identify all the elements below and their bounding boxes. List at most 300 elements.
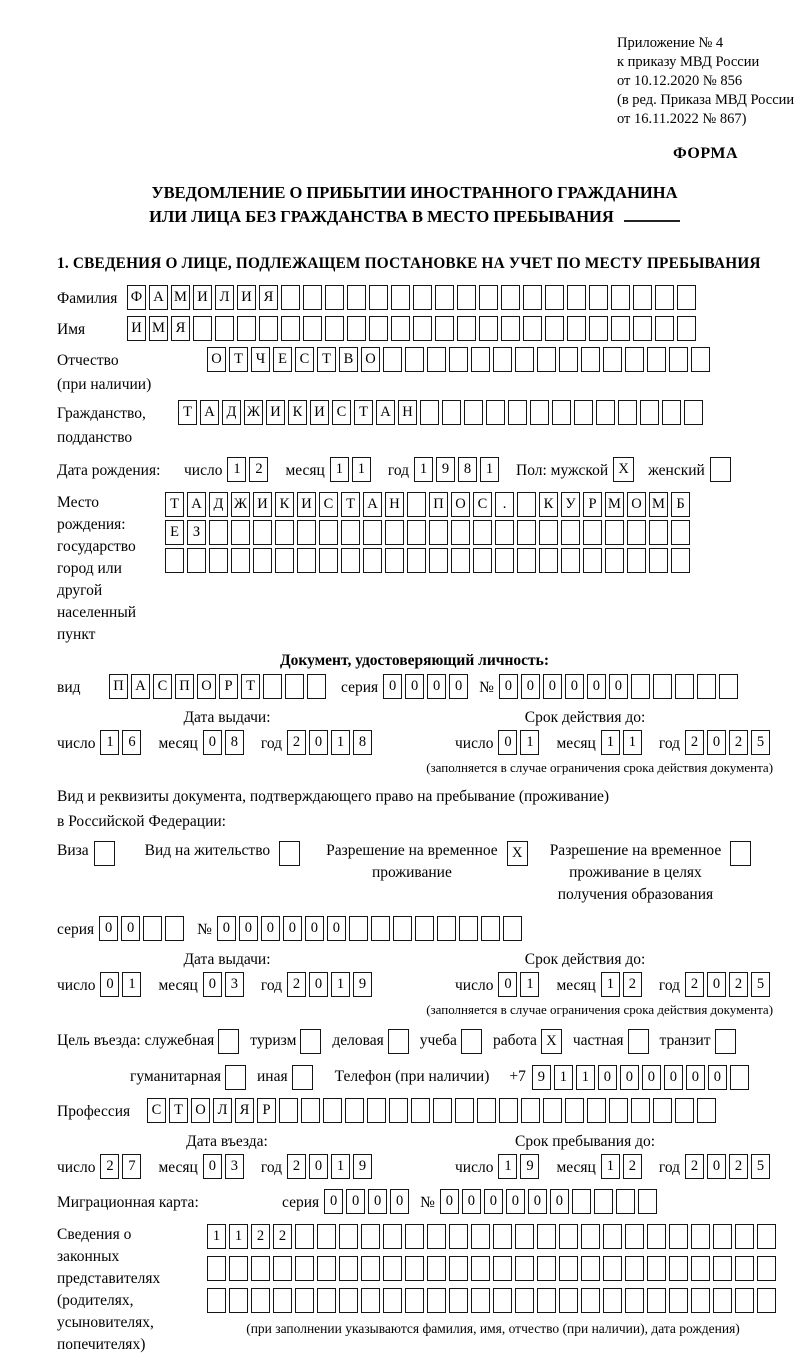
char-cell[interactable]: 1 xyxy=(207,1224,226,1249)
char-cell[interactable] xyxy=(719,674,738,699)
char-cell[interactable] xyxy=(493,1288,512,1313)
char-cell[interactable]: Ж xyxy=(244,400,263,425)
char-cell[interactable] xyxy=(493,347,512,372)
purpose-study-checkbox[interactable] xyxy=(461,1029,482,1054)
char-cell[interactable]: 1 xyxy=(576,1065,595,1090)
char-cell[interactable] xyxy=(317,1288,336,1313)
char-cell[interactable]: П xyxy=(109,674,128,699)
char-cell[interactable] xyxy=(385,520,404,545)
char-cell[interactable]: 0 xyxy=(324,1189,343,1214)
char-cell[interactable] xyxy=(393,916,412,941)
char-cell[interactable] xyxy=(574,400,593,425)
char-cell[interactable] xyxy=(383,1256,402,1281)
char-cell[interactable]: Т xyxy=(165,492,184,517)
char-cell[interactable]: 9 xyxy=(532,1065,551,1090)
char-cell[interactable] xyxy=(263,674,282,699)
sex-female-checkbox[interactable] xyxy=(710,457,731,482)
char-cell[interactable] xyxy=(442,400,461,425)
char-cell[interactable] xyxy=(413,285,432,310)
char-cell[interactable] xyxy=(433,1098,452,1123)
char-cell[interactable] xyxy=(545,285,564,310)
purpose-other-checkbox[interactable] xyxy=(292,1065,313,1090)
char-cell[interactable] xyxy=(669,1224,688,1249)
char-cell[interactable] xyxy=(229,1288,248,1313)
char-cell[interactable] xyxy=(616,1189,635,1214)
char-cell[interactable]: 3 xyxy=(225,1154,244,1179)
char-cell[interactable] xyxy=(429,548,448,573)
char-cell[interactable] xyxy=(427,347,446,372)
char-cell[interactable] xyxy=(473,520,492,545)
char-cell[interactable] xyxy=(581,347,600,372)
char-cell[interactable]: 2 xyxy=(729,730,748,755)
char-cell[interactable] xyxy=(215,316,234,341)
char-cell[interactable]: 0 xyxy=(506,1189,525,1214)
char-cell[interactable] xyxy=(757,1224,776,1249)
char-cell[interactable] xyxy=(207,1288,226,1313)
char-cell[interactable]: 0 xyxy=(440,1189,459,1214)
char-cell[interactable] xyxy=(407,492,426,517)
char-cell[interactable] xyxy=(675,1098,694,1123)
char-cell[interactable] xyxy=(567,316,586,341)
char-cell[interactable] xyxy=(279,1098,298,1123)
char-cell[interactable] xyxy=(273,1256,292,1281)
char-cell[interactable]: 2 xyxy=(729,972,748,997)
char-cell[interactable]: 0 xyxy=(462,1189,481,1214)
char-cell[interactable] xyxy=(295,1288,314,1313)
char-cell[interactable]: 0 xyxy=(383,674,402,699)
char-cell[interactable] xyxy=(647,1256,666,1281)
char-cell[interactable] xyxy=(713,1256,732,1281)
char-cell[interactable]: 0 xyxy=(499,674,518,699)
char-cell[interactable] xyxy=(391,285,410,310)
char-cell[interactable]: А xyxy=(131,674,150,699)
char-cell[interactable]: 0 xyxy=(587,674,606,699)
char-cell[interactable]: П xyxy=(175,674,194,699)
char-cell[interactable] xyxy=(415,916,434,941)
char-cell[interactable] xyxy=(625,1224,644,1249)
char-cell[interactable]: В xyxy=(339,347,358,372)
char-cell[interactable]: У xyxy=(561,492,580,517)
char-cell[interactable] xyxy=(405,1224,424,1249)
char-cell[interactable] xyxy=(207,1256,226,1281)
char-cell[interactable] xyxy=(339,1256,358,1281)
purpose-tourism-checkbox[interactable] xyxy=(300,1029,321,1054)
char-cell[interactable] xyxy=(275,520,294,545)
char-cell[interactable]: 0 xyxy=(707,730,726,755)
char-cell[interactable] xyxy=(545,316,564,341)
char-cell[interactable] xyxy=(677,285,696,310)
char-cell[interactable] xyxy=(730,1065,749,1090)
char-cell[interactable]: 0 xyxy=(99,916,118,941)
char-cell[interactable] xyxy=(253,520,272,545)
char-cell[interactable] xyxy=(451,520,470,545)
char-cell[interactable]: 0 xyxy=(368,1189,387,1214)
char-cell[interactable] xyxy=(347,285,366,310)
char-cell[interactable] xyxy=(479,316,498,341)
char-cell[interactable] xyxy=(669,1256,688,1281)
char-cell[interactable]: Ч xyxy=(251,347,270,372)
char-cell[interactable]: О xyxy=(191,1098,210,1123)
char-cell[interactable]: С xyxy=(295,347,314,372)
char-cell[interactable]: 8 xyxy=(225,730,244,755)
char-cell[interactable] xyxy=(369,316,388,341)
char-cell[interactable] xyxy=(537,1288,556,1313)
char-cell[interactable]: 2 xyxy=(729,1154,748,1179)
char-cell[interactable] xyxy=(457,285,476,310)
char-cell[interactable] xyxy=(653,1098,672,1123)
char-cell[interactable] xyxy=(572,1189,591,1214)
char-cell[interactable] xyxy=(611,316,630,341)
char-cell[interactable]: К xyxy=(288,400,307,425)
char-cell[interactable]: Л xyxy=(213,1098,232,1123)
char-cell[interactable] xyxy=(649,520,668,545)
char-cell[interactable]: 8 xyxy=(458,457,477,482)
char-cell[interactable] xyxy=(589,285,608,310)
char-cell[interactable]: Ф xyxy=(127,285,146,310)
char-cell[interactable] xyxy=(275,548,294,573)
char-cell[interactable]: К xyxy=(539,492,558,517)
char-cell[interactable] xyxy=(561,548,580,573)
char-cell[interactable]: 0 xyxy=(327,916,346,941)
char-cell[interactable] xyxy=(285,674,304,699)
char-cell[interactable]: 9 xyxy=(353,1154,372,1179)
char-cell[interactable] xyxy=(297,520,316,545)
char-cell[interactable] xyxy=(603,1288,622,1313)
char-cell[interactable] xyxy=(537,347,556,372)
char-cell[interactable]: 1 xyxy=(623,730,642,755)
char-cell[interactable] xyxy=(605,520,624,545)
char-cell[interactable] xyxy=(521,1098,540,1123)
char-cell[interactable] xyxy=(559,1256,578,1281)
char-cell[interactable] xyxy=(671,548,690,573)
char-cell[interactable] xyxy=(165,548,184,573)
char-cell[interactable] xyxy=(605,548,624,573)
char-cell[interactable]: 0 xyxy=(405,674,424,699)
char-cell[interactable]: Н xyxy=(385,492,404,517)
char-cell[interactable]: 5 xyxy=(751,972,770,997)
char-cell[interactable] xyxy=(640,400,659,425)
char-cell[interactable]: 2 xyxy=(251,1224,270,1249)
char-cell[interactable] xyxy=(493,1224,512,1249)
char-cell[interactable]: 0 xyxy=(203,1154,222,1179)
purpose-private-checkbox[interactable] xyxy=(628,1029,649,1054)
char-cell[interactable]: И xyxy=(266,400,285,425)
char-cell[interactable] xyxy=(325,316,344,341)
char-cell[interactable]: 0 xyxy=(449,674,468,699)
char-cell[interactable] xyxy=(427,1256,446,1281)
char-cell[interactable] xyxy=(486,400,505,425)
char-cell[interactable] xyxy=(407,520,426,545)
char-cell[interactable]: 0 xyxy=(498,730,517,755)
char-cell[interactable] xyxy=(539,548,558,573)
char-cell[interactable] xyxy=(383,1224,402,1249)
char-cell[interactable]: 3 xyxy=(225,972,244,997)
char-cell[interactable] xyxy=(631,674,650,699)
char-cell[interactable] xyxy=(429,520,448,545)
char-cell[interactable]: 2 xyxy=(287,1154,306,1179)
char-cell[interactable] xyxy=(697,1098,716,1123)
char-cell[interactable]: 2 xyxy=(623,972,642,997)
char-cell[interactable] xyxy=(603,347,622,372)
char-cell[interactable]: С xyxy=(332,400,351,425)
char-cell[interactable] xyxy=(449,1256,468,1281)
char-cell[interactable] xyxy=(303,316,322,341)
char-cell[interactable] xyxy=(653,674,672,699)
char-cell[interactable]: 2 xyxy=(287,972,306,997)
char-cell[interactable] xyxy=(325,285,344,310)
char-cell[interactable]: 0 xyxy=(305,916,324,941)
char-cell[interactable] xyxy=(647,347,666,372)
visa-checkbox[interactable] xyxy=(94,841,115,866)
char-cell[interactable]: Р xyxy=(219,674,238,699)
char-cell[interactable] xyxy=(367,1098,386,1123)
char-cell[interactable]: 0 xyxy=(309,972,328,997)
char-cell[interactable] xyxy=(583,548,602,573)
char-cell[interactable] xyxy=(508,400,527,425)
char-cell[interactable] xyxy=(457,316,476,341)
char-cell[interactable] xyxy=(253,548,272,573)
char-cell[interactable] xyxy=(231,548,250,573)
char-cell[interactable]: З xyxy=(187,520,206,545)
char-cell[interactable] xyxy=(581,1288,600,1313)
char-cell[interactable]: Н xyxy=(398,400,417,425)
char-cell[interactable]: 0 xyxy=(664,1065,683,1090)
char-cell[interactable] xyxy=(405,347,424,372)
purpose-business-checkbox[interactable] xyxy=(388,1029,409,1054)
char-cell[interactable]: И xyxy=(253,492,272,517)
char-cell[interactable]: 9 xyxy=(436,457,455,482)
char-cell[interactable] xyxy=(339,1224,358,1249)
char-cell[interactable] xyxy=(187,548,206,573)
char-cell[interactable] xyxy=(341,520,360,545)
char-cell[interactable] xyxy=(464,400,483,425)
char-cell[interactable] xyxy=(603,1256,622,1281)
char-cell[interactable] xyxy=(295,1224,314,1249)
char-cell[interactable] xyxy=(209,520,228,545)
char-cell[interactable] xyxy=(625,1288,644,1313)
char-cell[interactable] xyxy=(625,1256,644,1281)
char-cell[interactable] xyxy=(757,1288,776,1313)
purpose-humanitarian-checkbox[interactable] xyxy=(225,1065,246,1090)
char-cell[interactable] xyxy=(691,1256,710,1281)
char-cell[interactable]: 0 xyxy=(498,972,517,997)
char-cell[interactable]: . xyxy=(495,492,514,517)
char-cell[interactable]: 1 xyxy=(352,457,371,482)
char-cell[interactable] xyxy=(691,1224,710,1249)
char-cell[interactable]: 0 xyxy=(309,730,328,755)
char-cell[interactable] xyxy=(479,285,498,310)
char-cell[interactable] xyxy=(449,1288,468,1313)
char-cell[interactable] xyxy=(361,1224,380,1249)
char-cell[interactable] xyxy=(295,1256,314,1281)
char-cell[interactable]: 0 xyxy=(609,674,628,699)
char-cell[interactable] xyxy=(420,400,439,425)
char-cell[interactable]: 1 xyxy=(331,1154,350,1179)
char-cell[interactable]: А xyxy=(200,400,219,425)
char-cell[interactable]: С xyxy=(473,492,492,517)
char-cell[interactable] xyxy=(471,1224,490,1249)
char-cell[interactable] xyxy=(455,1098,474,1123)
char-cell[interactable] xyxy=(603,1224,622,1249)
sex-male-checkbox[interactable]: X xyxy=(613,457,634,482)
char-cell[interactable]: 2 xyxy=(273,1224,292,1249)
char-cell[interactable]: 1 xyxy=(331,730,350,755)
char-cell[interactable] xyxy=(319,548,338,573)
char-cell[interactable]: П xyxy=(429,492,448,517)
char-cell[interactable] xyxy=(361,1256,380,1281)
char-cell[interactable]: 0 xyxy=(484,1189,503,1214)
char-cell[interactable] xyxy=(523,316,542,341)
char-cell[interactable] xyxy=(561,520,580,545)
char-cell[interactable]: С xyxy=(153,674,172,699)
char-cell[interactable]: 0 xyxy=(521,674,540,699)
char-cell[interactable] xyxy=(609,1098,628,1123)
char-cell[interactable] xyxy=(471,1288,490,1313)
char-cell[interactable]: 2 xyxy=(685,730,704,755)
char-cell[interactable]: И xyxy=(297,492,316,517)
char-cell[interactable] xyxy=(229,1256,248,1281)
char-cell[interactable]: Д xyxy=(222,400,241,425)
char-cell[interactable]: 1 xyxy=(520,972,539,997)
char-cell[interactable]: И xyxy=(237,285,256,310)
char-cell[interactable]: Я xyxy=(171,316,190,341)
char-cell[interactable] xyxy=(515,1224,534,1249)
char-cell[interactable] xyxy=(515,1256,534,1281)
char-cell[interactable]: О xyxy=(361,347,380,372)
char-cell[interactable]: 1 xyxy=(601,1154,620,1179)
char-cell[interactable]: 0 xyxy=(565,674,584,699)
char-cell[interactable] xyxy=(655,285,674,310)
temporary-residence-education-checkbox[interactable] xyxy=(730,841,751,866)
char-cell[interactable]: 2 xyxy=(249,457,268,482)
char-cell[interactable] xyxy=(323,1098,342,1123)
char-cell[interactable]: Р xyxy=(583,492,602,517)
char-cell[interactable] xyxy=(669,1288,688,1313)
char-cell[interactable]: 0 xyxy=(642,1065,661,1090)
char-cell[interactable] xyxy=(627,520,646,545)
char-cell[interactable]: 6 xyxy=(122,730,141,755)
char-cell[interactable]: 9 xyxy=(353,972,372,997)
char-cell[interactable] xyxy=(413,316,432,341)
char-cell[interactable] xyxy=(281,316,300,341)
char-cell[interactable] xyxy=(319,520,338,545)
char-cell[interactable] xyxy=(517,492,536,517)
char-cell[interactable] xyxy=(273,1288,292,1313)
char-cell[interactable]: 1 xyxy=(330,457,349,482)
char-cell[interactable]: 0 xyxy=(261,916,280,941)
char-cell[interactable] xyxy=(543,1098,562,1123)
char-cell[interactable] xyxy=(385,548,404,573)
char-cell[interactable] xyxy=(677,316,696,341)
char-cell[interactable]: А xyxy=(187,492,206,517)
char-cell[interactable]: Т xyxy=(178,400,197,425)
char-cell[interactable] xyxy=(231,520,250,545)
char-cell[interactable]: И xyxy=(193,285,212,310)
char-cell[interactable] xyxy=(581,1256,600,1281)
char-cell[interactable]: Т xyxy=(354,400,373,425)
char-cell[interactable]: 0 xyxy=(239,916,258,941)
char-cell[interactable] xyxy=(697,674,716,699)
char-cell[interactable] xyxy=(349,916,368,941)
char-cell[interactable] xyxy=(493,1256,512,1281)
char-cell[interactable] xyxy=(684,400,703,425)
char-cell[interactable]: 1 xyxy=(601,730,620,755)
char-cell[interactable] xyxy=(713,1224,732,1249)
char-cell[interactable] xyxy=(449,1224,468,1249)
char-cell[interactable] xyxy=(405,1288,424,1313)
char-cell[interactable]: 7 xyxy=(122,1154,141,1179)
char-cell[interactable] xyxy=(471,347,490,372)
char-cell[interactable] xyxy=(618,400,637,425)
char-cell[interactable] xyxy=(317,1224,336,1249)
char-cell[interactable]: Л xyxy=(215,285,234,310)
char-cell[interactable] xyxy=(451,548,470,573)
char-cell[interactable]: А xyxy=(149,285,168,310)
char-cell[interactable]: Я xyxy=(259,285,278,310)
char-cell[interactable]: И xyxy=(127,316,146,341)
char-cell[interactable]: 1 xyxy=(498,1154,517,1179)
char-cell[interactable] xyxy=(565,1098,584,1123)
char-cell[interactable] xyxy=(559,347,578,372)
char-cell[interactable] xyxy=(435,285,454,310)
char-cell[interactable]: Е xyxy=(165,520,184,545)
char-cell[interactable]: 2 xyxy=(287,730,306,755)
char-cell[interactable] xyxy=(594,1189,613,1214)
char-cell[interactable] xyxy=(369,285,388,310)
char-cell[interactable] xyxy=(371,916,390,941)
char-cell[interactable] xyxy=(281,285,300,310)
char-cell[interactable] xyxy=(481,916,500,941)
char-cell[interactable]: С xyxy=(147,1098,166,1123)
char-cell[interactable] xyxy=(537,1224,556,1249)
char-cell[interactable]: 0 xyxy=(427,674,446,699)
char-cell[interactable]: 0 xyxy=(620,1065,639,1090)
char-cell[interactable] xyxy=(435,316,454,341)
char-cell[interactable] xyxy=(515,1288,534,1313)
char-cell[interactable] xyxy=(303,285,322,310)
char-cell[interactable]: 0 xyxy=(707,972,726,997)
char-cell[interactable] xyxy=(611,285,630,310)
char-cell[interactable]: О xyxy=(197,674,216,699)
char-cell[interactable]: 0 xyxy=(309,1154,328,1179)
char-cell[interactable]: 0 xyxy=(707,1154,726,1179)
char-cell[interactable]: Б xyxy=(671,492,690,517)
char-cell[interactable] xyxy=(407,548,426,573)
char-cell[interactable] xyxy=(391,316,410,341)
purpose-transit-checkbox[interactable] xyxy=(715,1029,736,1054)
char-cell[interactable] xyxy=(427,1288,446,1313)
char-cell[interactable] xyxy=(589,316,608,341)
char-cell[interactable]: 0 xyxy=(100,972,119,997)
char-cell[interactable]: 0 xyxy=(708,1065,727,1090)
char-cell[interactable] xyxy=(627,548,646,573)
char-cell[interactable] xyxy=(459,916,478,941)
char-cell[interactable]: 1 xyxy=(122,972,141,997)
char-cell[interactable] xyxy=(567,285,586,310)
char-cell[interactable] xyxy=(587,1098,606,1123)
char-cell[interactable]: 1 xyxy=(331,972,350,997)
char-cell[interactable]: С xyxy=(319,492,338,517)
char-cell[interactable]: Т xyxy=(169,1098,188,1123)
char-cell[interactable] xyxy=(649,548,668,573)
char-cell[interactable]: Ж xyxy=(231,492,250,517)
char-cell[interactable] xyxy=(647,1288,666,1313)
char-cell[interactable] xyxy=(389,1098,408,1123)
char-cell[interactable]: 0 xyxy=(543,674,562,699)
char-cell[interactable] xyxy=(559,1288,578,1313)
char-cell[interactable] xyxy=(471,1256,490,1281)
char-cell[interactable]: 1 xyxy=(554,1065,573,1090)
